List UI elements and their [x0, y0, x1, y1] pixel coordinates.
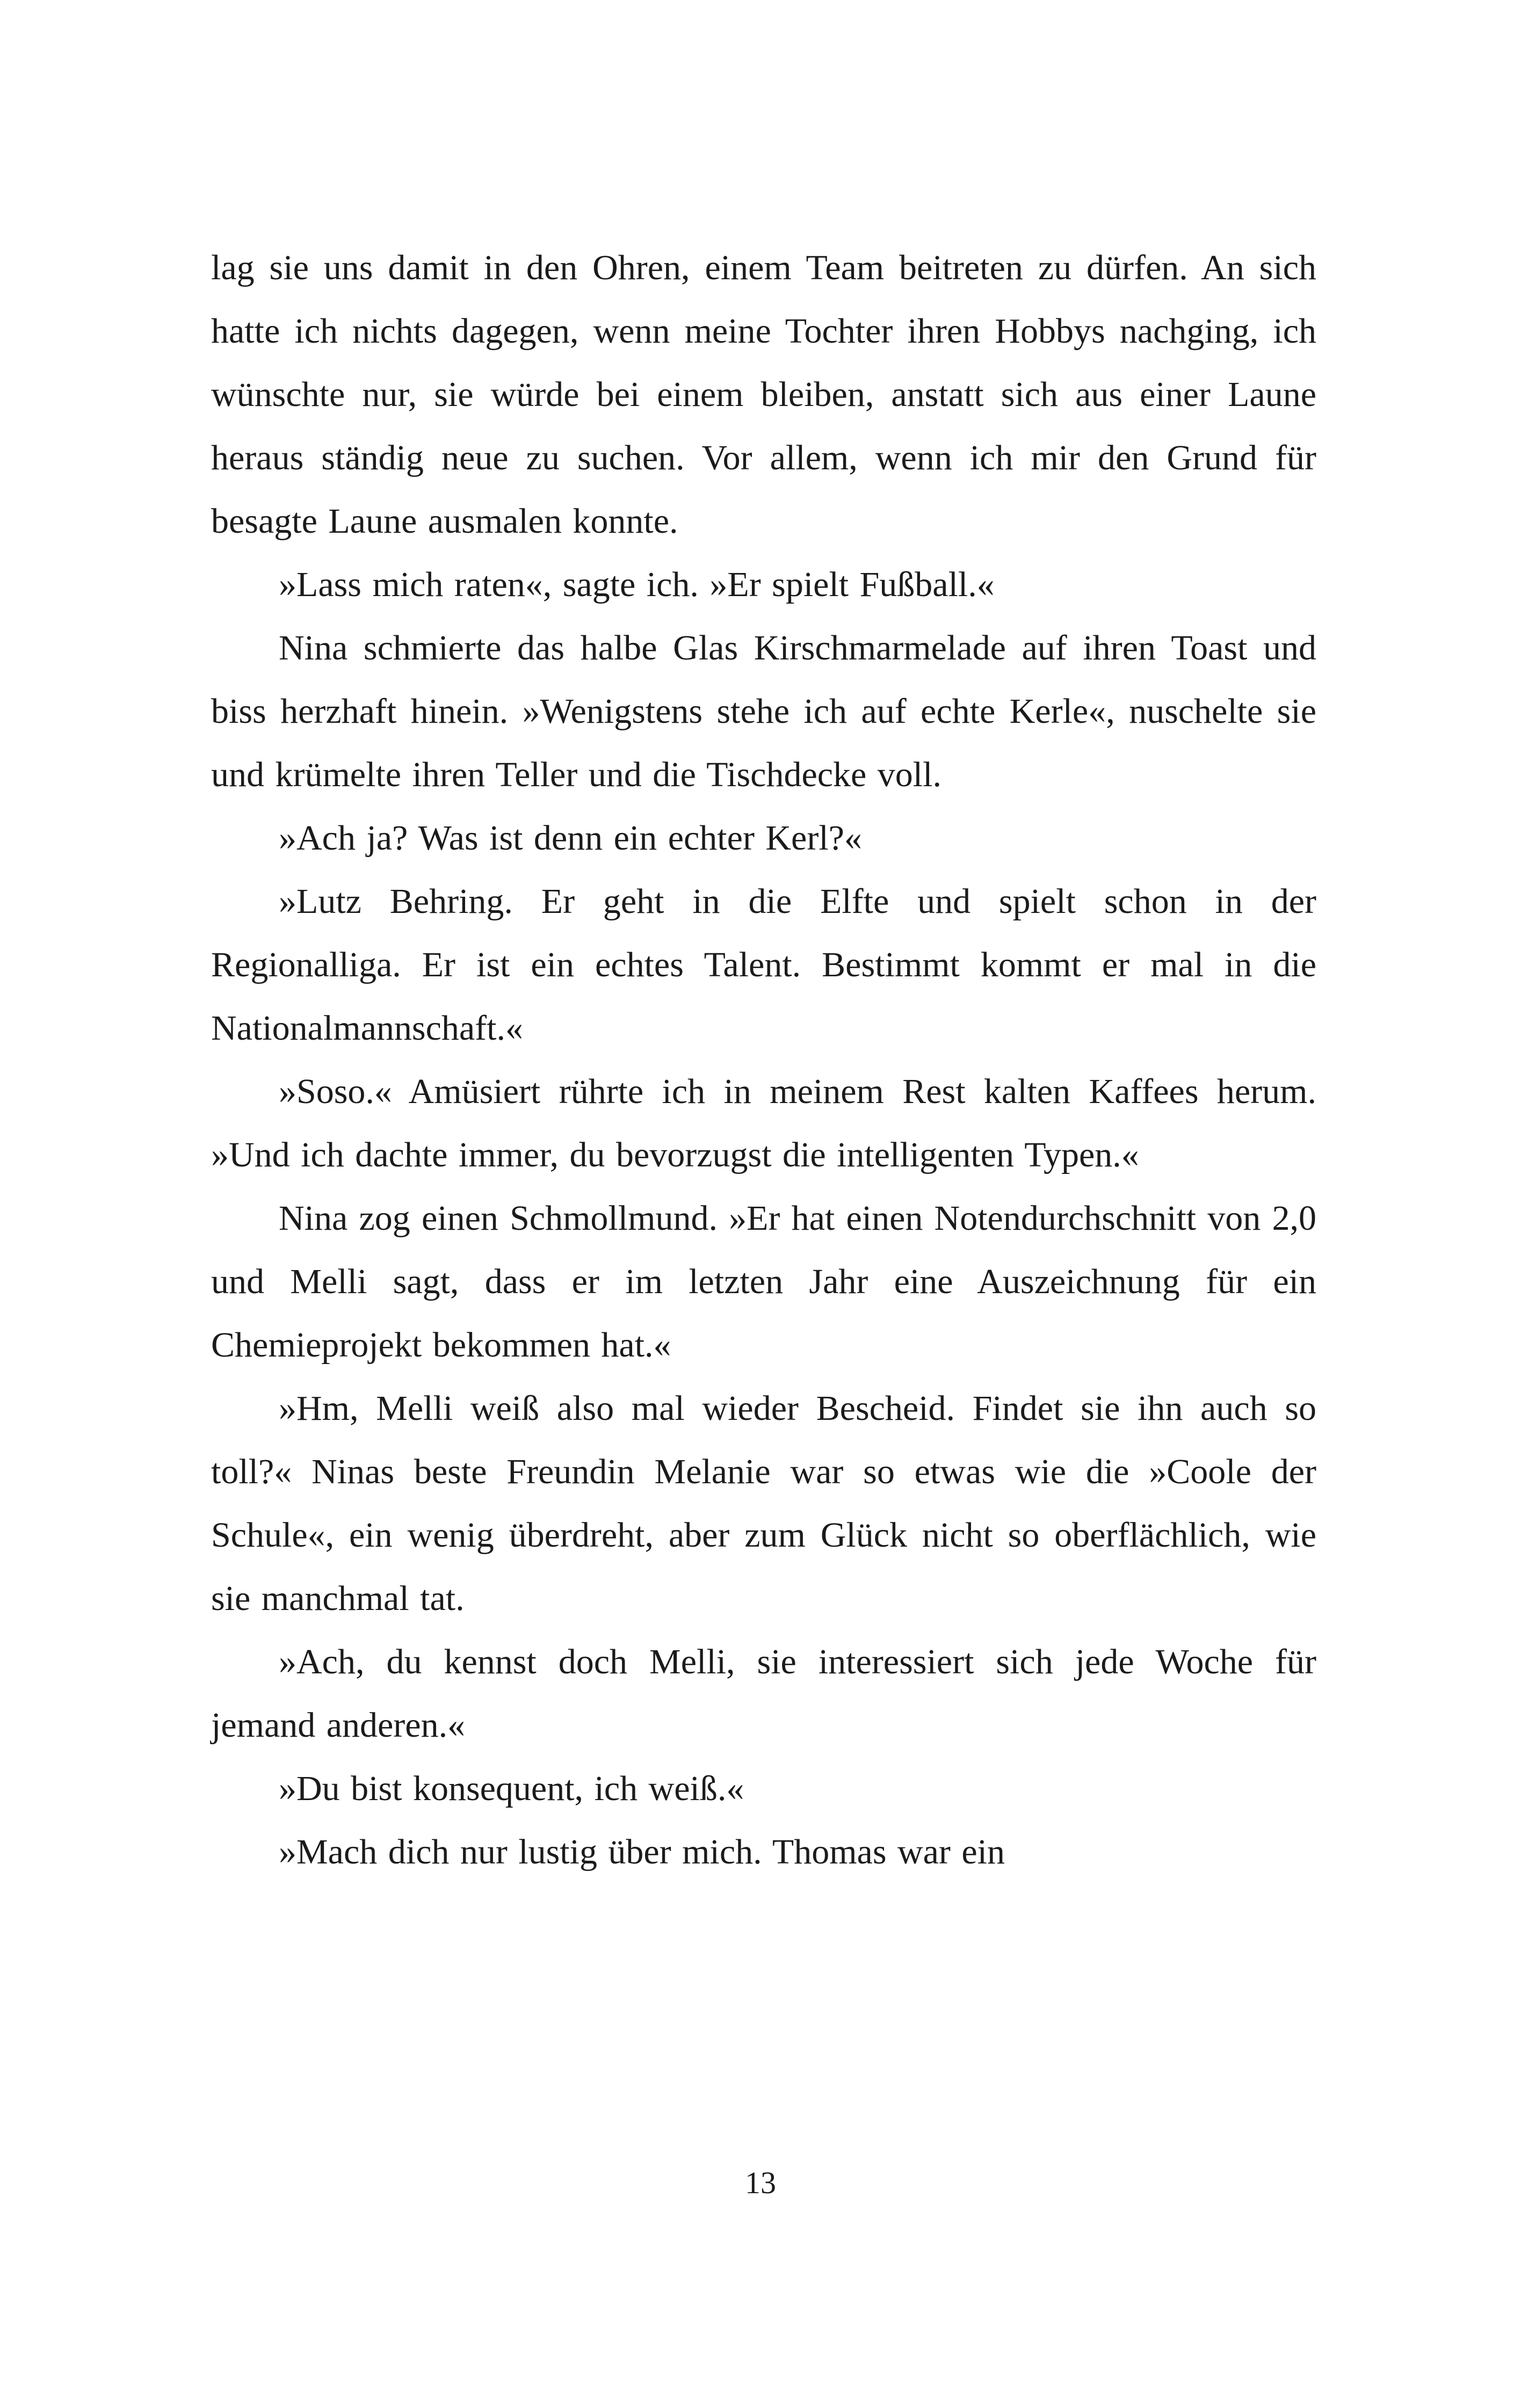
paragraph: »Lass mich raten«, sagte ich. »Er spielt Fußball.«: [279, 565, 995, 604]
paragraph: »Lutz Behring. Er geht in die Elfte und spielt schon in der Regionalliga. Er ist ein echtes Talent. Bestimmt kommt er mal in die Nationalmannschaft.«: [211, 882, 1316, 1048]
paragraph: lag sie uns damit in den Ohren, einem Team beitreten zu dürfen. An sich hatte ich nichts dagegen, wenn meine Tochter ihren Hobbys nachging, ich wünschte nur, sie würde bei einem bleiben, anstatt sich aus einer Laune heraus ständig neue zu suchen. Vor allem, wenn ich mir den Grund für besagte Laune ausmalen konnte.: [211, 248, 1316, 541]
paragraph: Nina zog einen Schmollmund. »Er hat einen Notendurchschnitt von 2,0 und Melli sagt, dass er im letzten Jahr eine Auszeichnung für ein Chemieprojekt bekommen hat.«: [211, 1199, 1316, 1365]
paragraph: »Hm, Melli weiß also mal wieder Bescheid. Findet sie ihn auch so toll?« Ninas beste Freundin Melanie war so etwas wie die »Coole der Schule«, ein wenig überdreht, aber zum Glück nicht so oberflächlich, wie sie manchmal tat.: [211, 1389, 1316, 1618]
paragraph: »Soso.« Amüsiert rührte ich in meinem Rest kalten Kaffees herum. »Und ich dachte immer, du bevorzugst die intelligenten Typen.«: [211, 1072, 1316, 1174]
paragraph: »Mach dich nur lustig über mich. Thomas war ein: [279, 1832, 1005, 1872]
page-text: [211, 236, 1316, 1884]
paragraph: »Ach, du kennst doch Melli, sie interessiert sich jede Woche für jemand anderen.«: [211, 1642, 1316, 1745]
paragraph: Nina schmierte das halbe Glas Kirschmarmelade auf ihren Toast und biss herzhaft hinein. »Wenigstens stehe ich auf echte Kerle«, nuschelte sie und krümelte ihren Teller und die Tischdecke voll.: [211, 628, 1316, 794]
paragraph: »Ach ja? Was ist denn ein echter Kerl?«: [279, 818, 862, 858]
page-number: 13: [745, 2165, 776, 2200]
paragraph: »Du bist konsequent, ich weiß.«: [279, 1769, 744, 1808]
